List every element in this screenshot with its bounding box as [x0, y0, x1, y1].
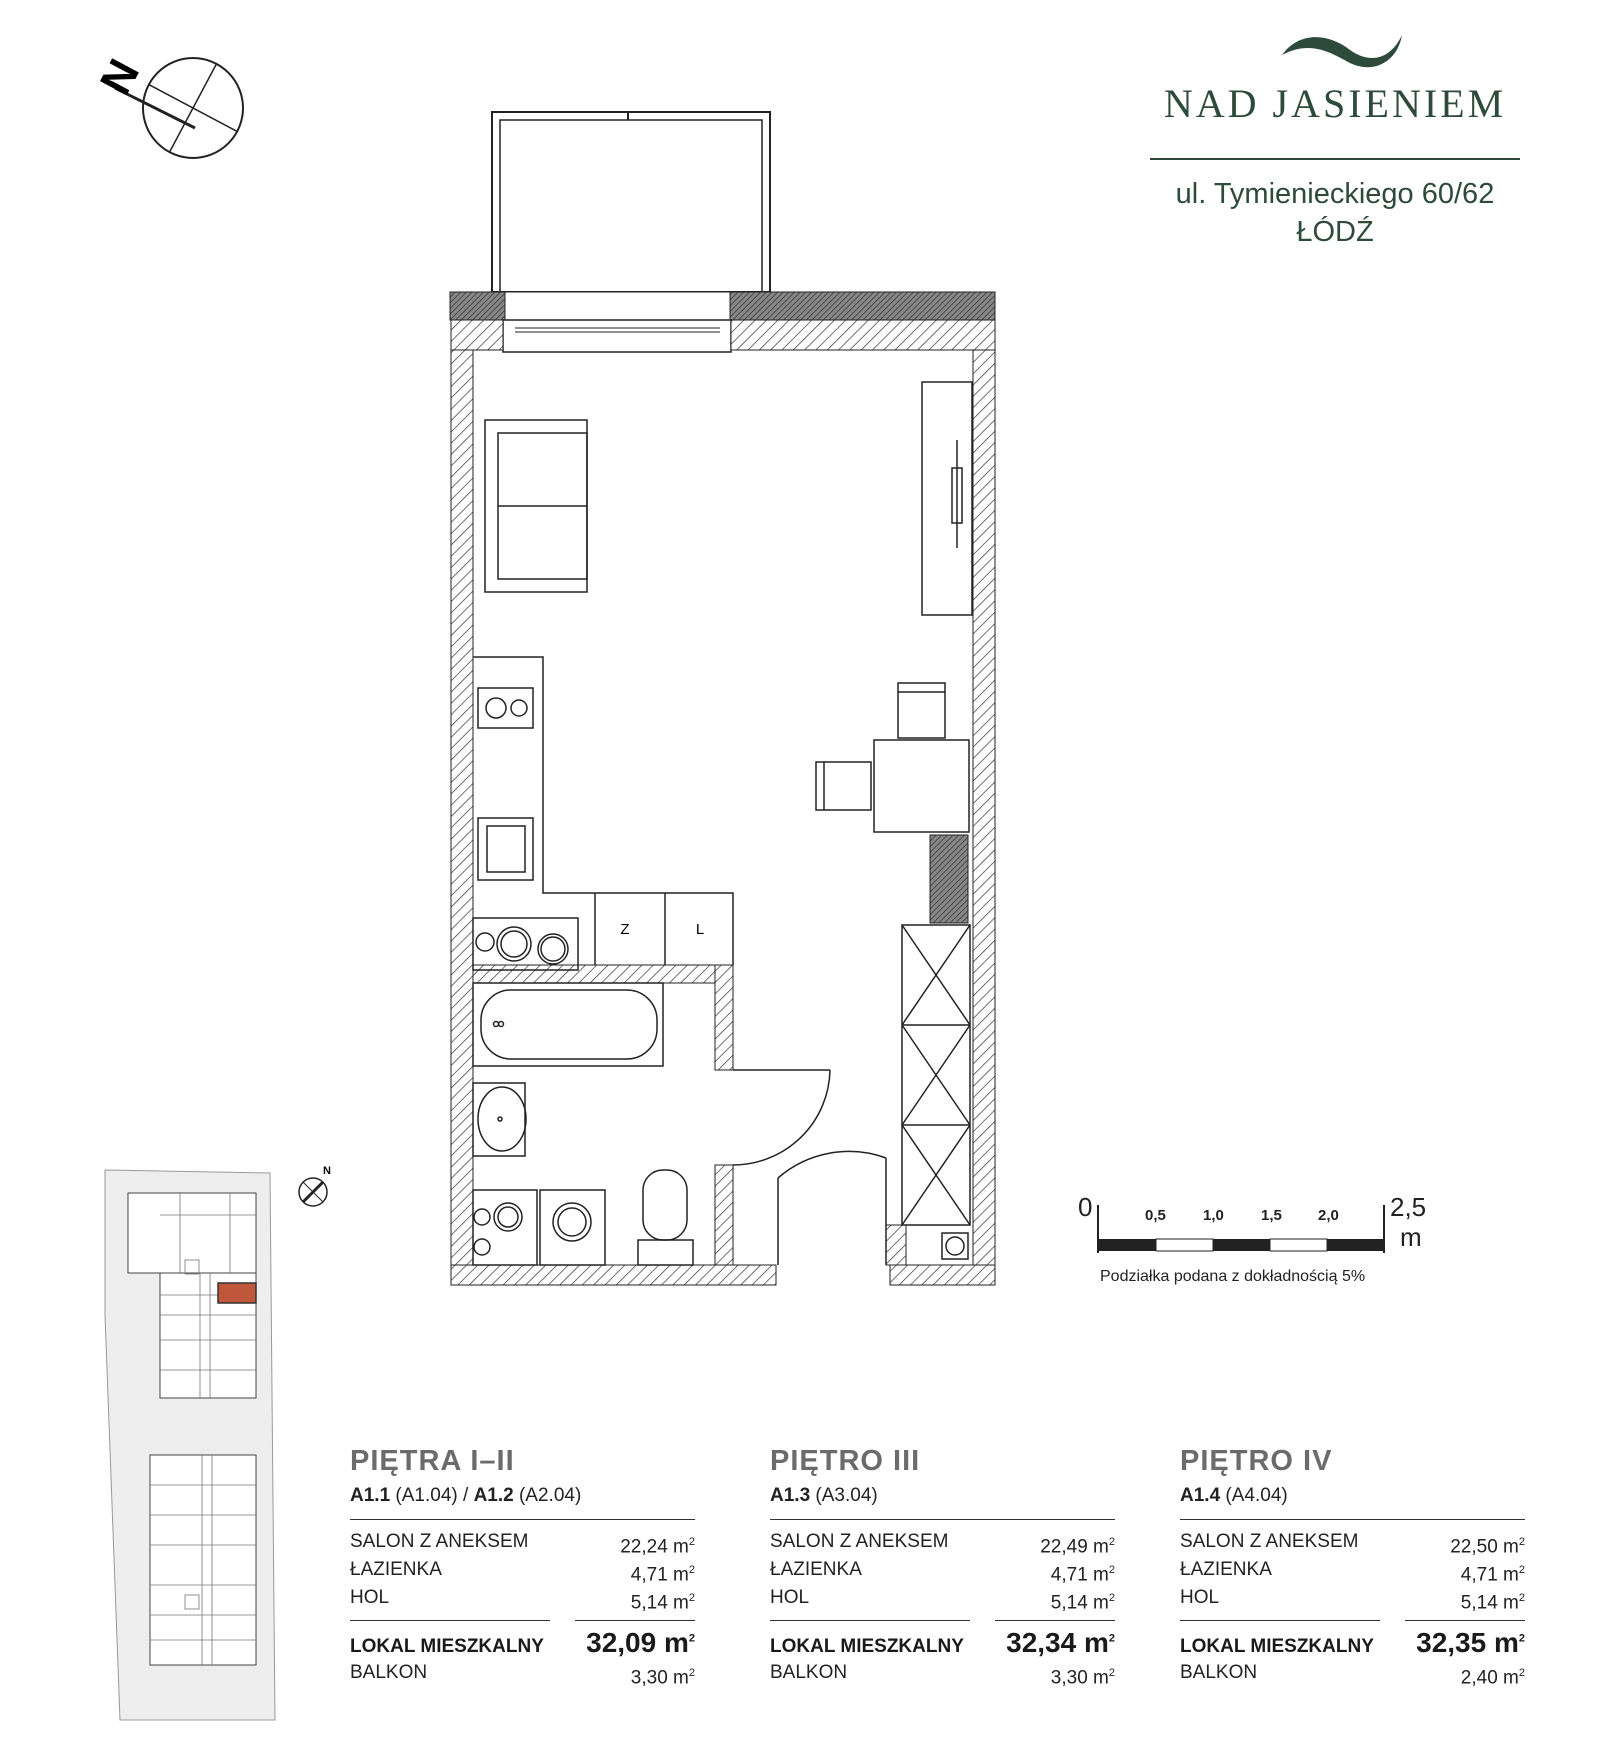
- scale-unit: m: [1400, 1222, 1422, 1252]
- scale-tick-5: 2,5: [1390, 1192, 1427, 1222]
- key-plan-highlight: [218, 1283, 256, 1303]
- dining-table: [816, 683, 969, 832]
- room-row: ŁAZIENKA 4,71 $m^2$: [350, 1559, 695, 1586]
- balcony-row: BALKON 3,30 $m^2$: [350, 1662, 695, 1689]
- storage-cabinets: [902, 925, 970, 1225]
- compass-letter: N: [90, 51, 150, 103]
- door-swings: [733, 1070, 886, 1265]
- floor-plan: [440, 100, 1020, 1300]
- room-row: SALON Z ANEKSEM 22,50 $m^2$: [1180, 1531, 1525, 1558]
- room-row: HOL 5,14 $m^2$: [1180, 1587, 1525, 1614]
- bathroom: [473, 983, 693, 1265]
- room-row: HOL 5,14 $m^2$: [350, 1587, 695, 1614]
- unit-codes: A1.1 (A1.04) / A1.2 (A2.04): [350, 1485, 582, 1506]
- floor-table-2: [770, 1445, 1115, 1687]
- scale-note: Podziałka podana z dokładnością 5%: [1100, 1268, 1366, 1285]
- unit-codes: A1.3 (A3.04): [770, 1485, 878, 1506]
- balcony-row: BALKON 3,30 $m^2$: [770, 1662, 1115, 1689]
- scale-tick-4: 2,0: [1318, 1207, 1339, 1224]
- brand-city: ŁÓDŹ: [1296, 216, 1374, 248]
- floor-table-3: [1180, 1445, 1525, 1687]
- freezer-label: L: [695, 921, 705, 938]
- north-small-icon: [295, 1160, 335, 1210]
- scale-tick-1: 0,5: [1145, 1207, 1166, 1224]
- floor-title: PIĘTRO III: [770, 1445, 921, 1477]
- floor-title: PIĘTRA I–II: [350, 1445, 515, 1477]
- tv-unit: [922, 382, 972, 615]
- balcony: [492, 112, 770, 292]
- fridge-label: Z: [620, 921, 630, 938]
- total-row: LOKAL MIESZKALNY 32,34 $m^2$: [770, 1627, 1115, 1658]
- total-row: LOKAL MIESZKALNY 32,35 $m^2$: [1180, 1627, 1525, 1658]
- scale-tick-2: 1,0: [1203, 1207, 1224, 1224]
- north-arrow-icon: [85, 50, 255, 160]
- scale-tick-3: 1,5: [1261, 1207, 1282, 1224]
- kitchen: [473, 657, 733, 970]
- scale-tick-0: 0: [1078, 1192, 1093, 1222]
- unit-codes: A1.4 (A4.04): [1180, 1485, 1288, 1506]
- room-row: ŁAZIENKA 4,71 $m^2$: [1180, 1559, 1525, 1586]
- brand-divider: [1150, 158, 1520, 160]
- sofa: [485, 420, 587, 592]
- svg-text:N: N: [323, 1165, 331, 1177]
- brand-name: NAD JASIENIEM: [1163, 81, 1507, 126]
- total-row: LOKAL MIESZKALNY 32,09 $m^2$: [350, 1627, 695, 1658]
- floor-table-1: [350, 1445, 695, 1687]
- key-plan: [100, 1165, 280, 1725]
- balcony-row: BALKON 2,40 $m^2$: [1180, 1662, 1525, 1689]
- room-row: HOL 5,14 $m^2$: [770, 1587, 1115, 1614]
- logo-leaf-icon: [1280, 30, 1405, 75]
- brand-address: ul. Tymienieckiego 60/62: [1175, 178, 1495, 210]
- room-row: SALON Z ANEKSEM 22,49 $m^2$: [770, 1531, 1115, 1558]
- room-row: SALON Z ANEKSEM 22,24 $m^2$: [350, 1531, 695, 1558]
- scale-bar: [1095, 1205, 1390, 1253]
- floor-title: PIĘTRO IV: [1180, 1445, 1333, 1477]
- room-row: ŁAZIENKA 4,71 $m^2$: [770, 1559, 1115, 1586]
